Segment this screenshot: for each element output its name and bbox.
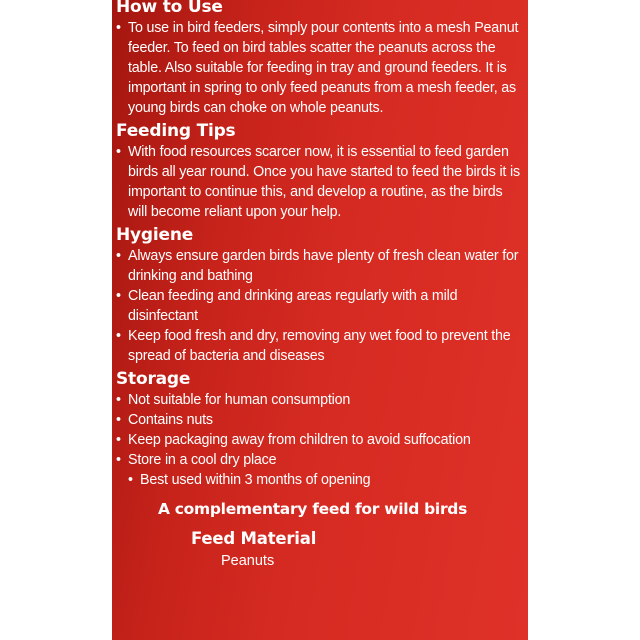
list-item: • With food resources scarcer now, it is essential to feed garden birds all year round. Once you have started to feed the birds it is important to continue this, and develop a routine, as the birds will become reliant upon your help.	[116, 142, 524, 222]
list-item: • Keep packaging away from children to avoid suffocation	[116, 430, 524, 450]
feed-material-value: Peanuts	[221, 553, 275, 569]
list-item: • Not suitable for human consumption	[116, 390, 524, 410]
list-item: • Best used within 3 months of opening	[116, 470, 524, 490]
list-item: • Clean feeding and drinking areas regularly with a mild disinfectant	[116, 286, 524, 326]
tagline: A complementary feed for wild birds	[158, 500, 468, 518]
list-item: • To use in bird feeders, simply pour contents into a mesh Peanut feeder. To feed on bird tables scatter the peanuts across the table. Also suitable for feeding in tray and ground feeders. It is important in spring to only feed peanuts from a mesh feeder, as young birds can choke on whole peanuts.	[116, 18, 524, 118]
feed-material-heading: Feed Material	[191, 529, 317, 548]
list-item: • Contains nuts	[116, 410, 524, 430]
storage-list	[116, 390, 524, 490]
storage-heading: Storage	[116, 369, 191, 389]
hygiene-heading: Hygiene	[116, 225, 194, 245]
list-item: • Keep food fresh and dry, removing any wet food to prevent the spread of bacteria and diseases	[116, 326, 524, 366]
list-item: • Always ensure garden birds have plenty of fresh clean water for drinking and bathing	[116, 246, 524, 286]
hygiene-list	[116, 246, 524, 366]
feeding-tips-list	[116, 142, 524, 222]
how-to-use-list	[116, 18, 524, 118]
how-to-use-heading: How to Use	[116, 0, 223, 17]
panel-content	[116, 0, 524, 571]
feeding-tips-heading: Feeding Tips	[116, 121, 236, 141]
list-item: • Store in a cool dry place	[116, 450, 524, 470]
product-info-panel	[112, 0, 528, 640]
